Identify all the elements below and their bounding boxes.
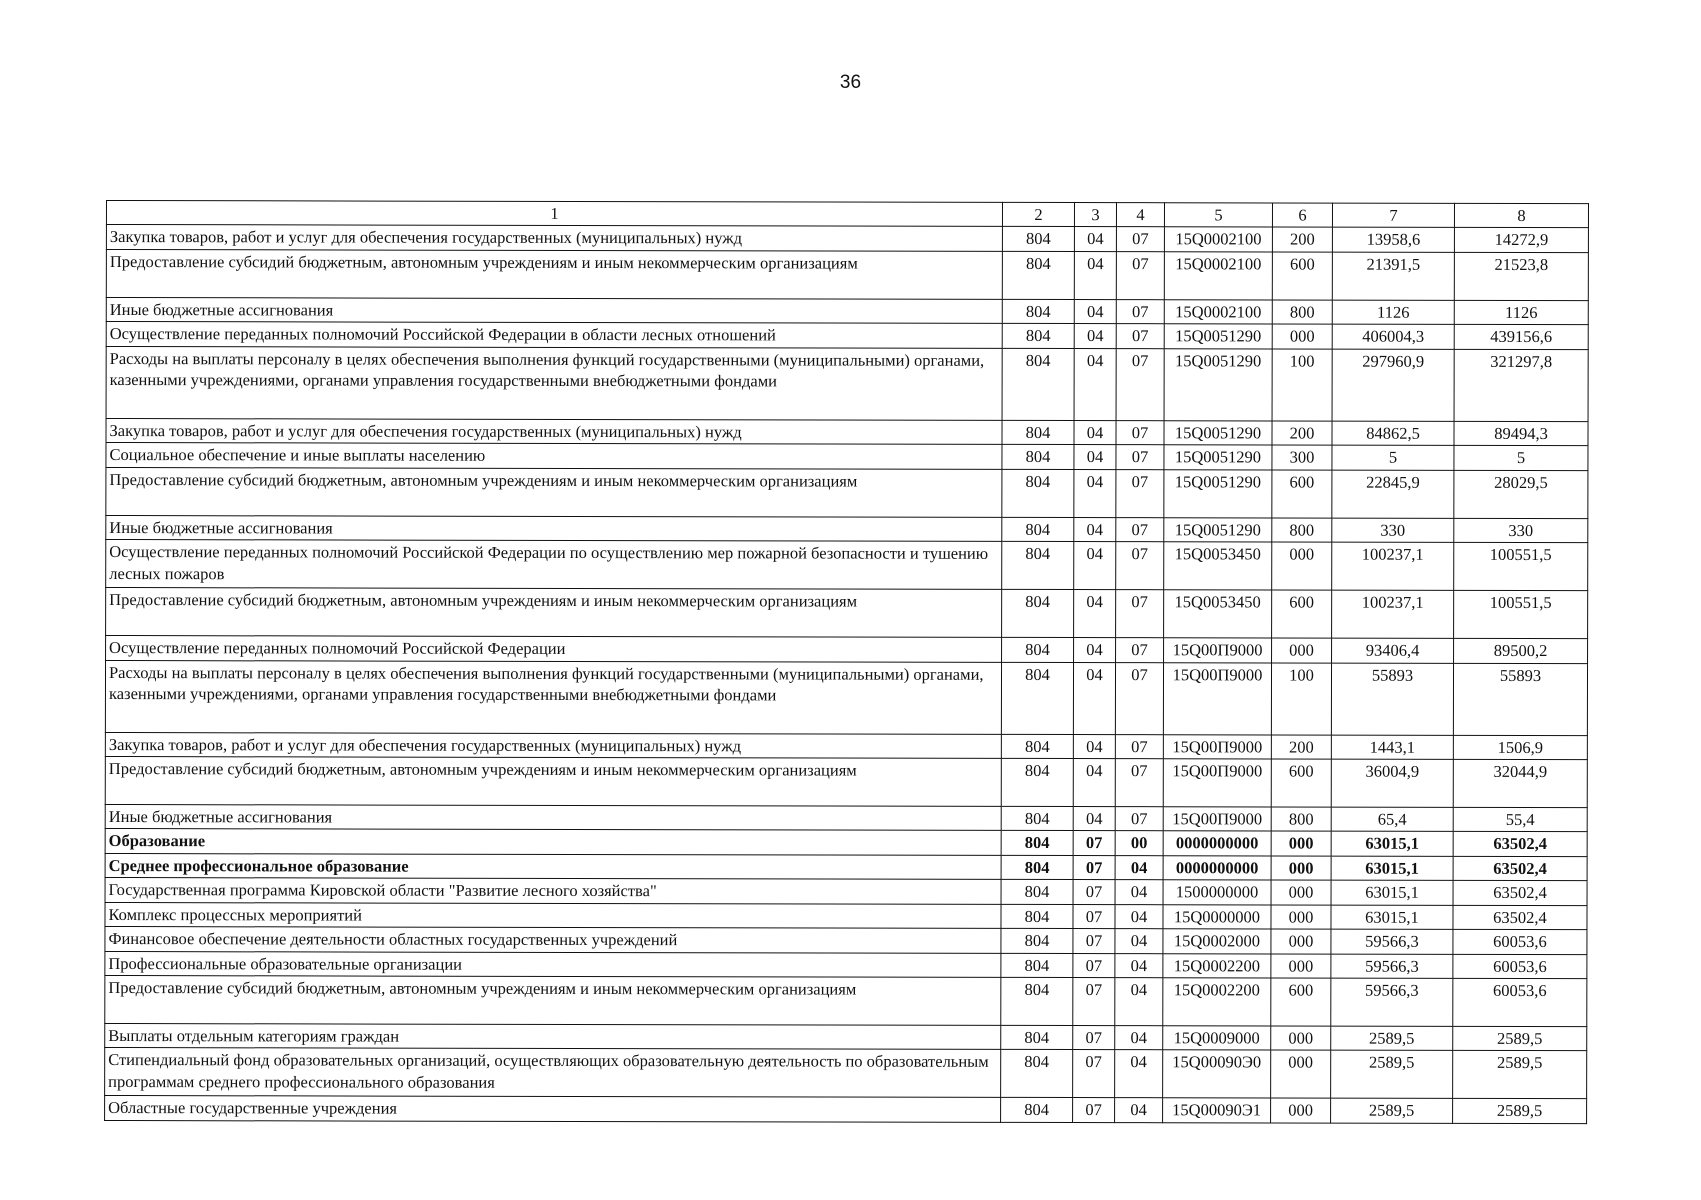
subsection-cell: 07 [1116, 542, 1164, 590]
target-item-cell: 15Q00090Э1 [1163, 1098, 1271, 1123]
amount-year1-cell: 59566,3 [1331, 954, 1453, 979]
admin-code-cell: 804 [1002, 348, 1074, 420]
amount-year1-cell: 100237,1 [1332, 590, 1454, 638]
expense-type-cell: 000 [1271, 880, 1331, 905]
subsection-cell: 07 [1115, 734, 1163, 759]
budget-table [104, 200, 1589, 1124]
table-row [106, 322, 1588, 350]
target-item-cell: 15Q0002200 [1163, 978, 1271, 1026]
subsection-cell: 07 [1116, 445, 1164, 470]
table-row [106, 515, 1588, 543]
section-cell: 07 [1073, 831, 1115, 856]
amount-year1-cell: 21391,5 [1332, 252, 1454, 300]
subsection-cell: 07 [1115, 759, 1163, 807]
admin-code-cell: 804 [1001, 1098, 1073, 1123]
target-item-cell: 15Q0002000 [1163, 929, 1271, 954]
expense-type-cell: 000 [1272, 638, 1332, 663]
section-cell: 04 [1074, 324, 1116, 349]
amount-year2-cell: 28029,5 [1454, 470, 1588, 518]
header-cell: 5 [1164, 203, 1272, 228]
column-number-header [106, 201, 1588, 229]
admin-code-cell: 804 [1002, 589, 1074, 637]
name-cell: Иные бюджетные ассигнования [106, 515, 1002, 541]
target-item-cell: 15Q00П9000 [1163, 759, 1271, 807]
amount-year2-cell: 60053,6 [1453, 978, 1587, 1026]
expense-type-cell: 000 [1271, 929, 1331, 954]
table-row [105, 1048, 1587, 1099]
amount-year1-cell: 65,4 [1331, 807, 1453, 832]
amount-year1-cell: 59566,3 [1331, 929, 1453, 954]
table-row [105, 829, 1587, 857]
amount-year1-cell: 22845,9 [1332, 470, 1454, 518]
subsection-cell: 04 [1115, 1026, 1163, 1051]
header-cell: 1 [106, 201, 1002, 227]
section-cell: 04 [1073, 806, 1115, 831]
amount-year1-cell: 93406,4 [1332, 638, 1454, 663]
admin-code-cell: 804 [1001, 1025, 1073, 1050]
section-cell: 04 [1074, 517, 1116, 542]
amount-year1-cell: 2589,5 [1331, 1099, 1453, 1124]
subsection-cell: 07 [1116, 420, 1164, 445]
admin-code-cell: 804 [1001, 1050, 1073, 1098]
amount-year2-cell: 63502,4 [1453, 905, 1587, 930]
amount-year1-cell: 63015,1 [1331, 831, 1453, 856]
name-cell: Иные бюджетные ассигнования [105, 804, 1001, 830]
header-cell: 6 [1272, 203, 1332, 228]
section-cell: 07 [1073, 929, 1115, 954]
expense-type-cell: 000 [1271, 905, 1331, 930]
section-cell: 04 [1073, 662, 1115, 734]
table-row [106, 588, 1588, 639]
expense-type-cell: 300 [1272, 445, 1332, 470]
admin-code-cell: 804 [1001, 929, 1073, 954]
subsection-cell: 04 [1115, 855, 1163, 880]
expense-type-cell: 000 [1271, 831, 1331, 856]
admin-code-cell: 804 [1002, 517, 1074, 542]
expense-type-cell: 000 [1271, 856, 1331, 881]
target-item-cell: 15Q00П9000 [1163, 734, 1271, 759]
section-cell: 07 [1073, 953, 1115, 978]
name-cell: Образование [105, 829, 1001, 855]
amount-year2-cell: 55,4 [1453, 807, 1587, 832]
target-item-cell: 15Q0051290 [1164, 420, 1272, 445]
subsection-cell: 07 [1116, 590, 1164, 638]
admin-code-cell: 804 [1001, 953, 1073, 978]
name-cell: Расходы на выплаты персоналу в целях обеспечения выполнения функций государственными (муниципальными) органами, казенными учреждениями, органами управления государственными внебюджетными фондами [105, 660, 1001, 734]
admin-code-cell: 804 [1002, 324, 1074, 349]
subsection-cell: 04 [1115, 904, 1163, 929]
admin-code-cell: 804 [1001, 880, 1073, 905]
expense-type-cell: 000 [1272, 324, 1332, 349]
expense-type-cell: 600 [1272, 470, 1332, 518]
subsection-cell: 07 [1116, 299, 1164, 324]
target-item-cell: 15Q0053450 [1164, 590, 1272, 638]
section-cell: 04 [1074, 638, 1116, 663]
name-cell: Областные государственные учреждения [105, 1096, 1001, 1122]
expense-type-cell: 000 [1271, 1026, 1331, 1051]
section-cell: 07 [1073, 1026, 1115, 1051]
header-cell: 3 [1074, 203, 1116, 228]
amount-year2-cell: 89494,3 [1454, 421, 1588, 446]
expense-type-cell: 600 [1272, 252, 1332, 300]
section-cell: 04 [1074, 445, 1116, 470]
amount-year2-cell: 100551,5 [1454, 590, 1588, 638]
name-cell: Комплекс процессных мероприятий [105, 902, 1001, 928]
section-cell: 04 [1073, 734, 1115, 759]
amount-year2-cell: 55893 [1453, 663, 1587, 735]
section-cell: 04 [1074, 542, 1116, 590]
target-item-cell: 15Q00090Э0 [1163, 1050, 1271, 1098]
name-cell: Осуществление переданных полномочий Российской Федерации в области лесных отношений [106, 322, 1002, 348]
expense-type-cell: 800 [1271, 807, 1331, 832]
table-row [105, 1096, 1587, 1124]
admin-code-cell: 804 [1002, 251, 1074, 299]
admin-code-cell: 804 [1002, 445, 1074, 470]
section-cell: 04 [1073, 758, 1115, 806]
expense-type-cell: 000 [1271, 1098, 1331, 1123]
admin-code-cell: 804 [1001, 758, 1073, 806]
section-cell: 04 [1074, 227, 1116, 252]
amount-year2-cell: 60053,6 [1453, 954, 1587, 979]
target-item-cell: 15Q0051290 [1164, 348, 1272, 420]
expense-type-cell: 200 [1272, 227, 1332, 252]
table-row [105, 975, 1587, 1026]
subsection-cell: 00 [1115, 831, 1163, 856]
target-item-cell: 15Q0053450 [1164, 542, 1272, 590]
expense-type-cell: 100 [1271, 662, 1331, 734]
amount-year2-cell: 14272,9 [1454, 228, 1588, 253]
subsection-cell: 07 [1116, 517, 1164, 542]
amount-year2-cell: 63502,4 [1453, 832, 1587, 857]
admin-code-cell: 804 [1001, 734, 1073, 759]
admin-code-cell: 804 [1002, 299, 1074, 324]
subsection-cell: 07 [1116, 227, 1164, 252]
target-item-cell: 15Q0002200 [1163, 953, 1271, 978]
table-row [105, 756, 1587, 807]
name-cell: Закупка товаров, работ и услуг для обеспечения государственных (муниципальных) нужд [106, 418, 1002, 444]
expense-type-cell: 200 [1272, 421, 1332, 446]
amount-year1-cell: 84862,5 [1332, 421, 1454, 446]
subsection-cell: 04 [1115, 929, 1163, 954]
admin-code-cell: 804 [1001, 904, 1073, 929]
amount-year2-cell: 1506,9 [1453, 735, 1587, 760]
target-item-cell: 15Q0051290 [1164, 517, 1272, 542]
admin-code-cell: 804 [1001, 831, 1073, 856]
subsection-cell: 04 [1115, 880, 1163, 905]
amount-year1-cell: 63015,1 [1331, 905, 1453, 930]
admin-code-cell: 804 [1002, 637, 1074, 662]
expense-type-cell: 000 [1271, 954, 1331, 979]
amount-year2-cell: 330 [1454, 518, 1588, 543]
amount-year1-cell: 5 [1332, 445, 1454, 470]
page-number: 36 [839, 72, 862, 93]
section-cell: 04 [1074, 299, 1116, 324]
section-cell: 07 [1073, 880, 1115, 905]
table-row [106, 443, 1588, 471]
target-item-cell: 15Q0051290 [1164, 469, 1272, 517]
subsection-cell: 04 [1115, 978, 1163, 1026]
name-cell: Выплаты отдельным категориям граждан [105, 1023, 1001, 1049]
admin-code-cell: 804 [1002, 420, 1074, 445]
amount-year1-cell: 406004,3 [1332, 324, 1454, 349]
target-item-cell: 0000000000 [1163, 831, 1271, 856]
name-cell: Предоставление субсидий бюджетным, автономным учреждениям и иным некоммерческим организациям [106, 249, 1002, 299]
subsection-cell: 07 [1116, 638, 1164, 663]
table-row [106, 225, 1588, 253]
amount-year1-cell: 330 [1332, 518, 1454, 543]
name-cell: Расходы на выплаты персоналу в целях обеспечения выполнения функций государственными (муниципальными) органами, казенными учреждениями, органами управления государственными внебюджетными фондами [106, 346, 1002, 420]
subsection-cell: 04 [1115, 953, 1163, 978]
section-cell: 04 [1074, 420, 1116, 445]
table-row [106, 418, 1588, 446]
target-item-cell: 15Q00П9000 [1163, 662, 1271, 734]
target-item-cell: 15Q0002100 [1164, 300, 1272, 325]
target-item-cell: 15Q00П9000 [1164, 638, 1272, 663]
table-row [105, 732, 1587, 760]
expense-type-cell: 100 [1272, 349, 1332, 421]
target-item-cell: 15Q0009000 [1163, 1026, 1271, 1051]
amount-year1-cell: 36004,9 [1331, 759, 1453, 807]
table-row [105, 853, 1587, 881]
section-cell: 04 [1074, 348, 1116, 420]
section-cell: 04 [1074, 251, 1116, 299]
amount-year1-cell: 1126 [1332, 300, 1454, 325]
amount-year2-cell: 5 [1454, 446, 1588, 471]
expense-type-cell: 600 [1271, 978, 1331, 1026]
table-row [105, 951, 1587, 979]
name-cell: Иные бюджетные ассигнования [106, 297, 1002, 323]
amount-year2-cell: 60053,6 [1453, 929, 1587, 954]
table-row [106, 636, 1588, 664]
amount-year2-cell: 2589,5 [1453, 1026, 1587, 1051]
admin-code-cell: 804 [1001, 662, 1073, 734]
subsection-cell: 07 [1116, 324, 1164, 349]
expense-type-cell: 800 [1272, 300, 1332, 325]
amount-year2-cell: 2589,5 [1453, 1099, 1587, 1124]
name-cell: Предоставление субсидий бюджетным, автономным учреждениям и иным некоммерческим организациям [106, 588, 1002, 638]
amount-year1-cell: 297960,9 [1332, 349, 1454, 421]
header-cell: 4 [1116, 203, 1164, 228]
name-cell: Закупка товаров, работ и услуг для обеспечения государственных (муниципальных) нужд [106, 225, 1002, 251]
table-row [105, 902, 1587, 930]
subsection-cell: 04 [1115, 1050, 1163, 1098]
expense-type-cell: 800 [1272, 518, 1332, 543]
admin-code-cell: 804 [1002, 541, 1074, 589]
subsection-cell: 07 [1116, 348, 1164, 420]
amount-year1-cell: 2589,5 [1331, 1026, 1453, 1051]
section-cell: 04 [1074, 469, 1116, 517]
name-cell: Предоставление субсидий бюджетным, автономным учреждениям и иным некоммерческим организациям [106, 467, 1002, 517]
name-cell: Профессиональные образовательные организации [105, 951, 1001, 977]
subsection-cell: 07 [1115, 807, 1163, 832]
admin-code-cell: 804 [1001, 855, 1073, 880]
section-cell: 04 [1074, 590, 1116, 638]
table-row [105, 660, 1587, 735]
expense-type-cell: 000 [1272, 542, 1332, 590]
expense-type-cell: 600 [1271, 759, 1331, 807]
target-item-cell: 15Q0051290 [1164, 324, 1272, 349]
target-item-cell: 0000000000 [1163, 856, 1271, 881]
expense-type-cell: 600 [1272, 590, 1332, 638]
name-cell: Предоставление субсидий бюджетным, автономным учреждениям и иным некоммерческим организациям [105, 756, 1001, 806]
admin-code-cell: 804 [1002, 469, 1074, 517]
name-cell: Осуществление переданных полномочий Российской Федерации по осуществлению мер пожарной безопасности и тушению лесных пожаров [106, 540, 1002, 590]
target-item-cell: 15Q0002100 [1164, 227, 1272, 252]
name-cell: Финансовое обеспечение деятельности областных государственных учреждений [105, 927, 1001, 953]
subsection-cell: 07 [1116, 469, 1164, 517]
amount-year2-cell: 89500,2 [1454, 638, 1588, 663]
name-cell: Государственная программа Кировской области "Развитие лесного хозяйства" [105, 878, 1001, 904]
table-row [105, 927, 1587, 955]
amount-year1-cell: 63015,1 [1331, 880, 1453, 905]
header-cell: 8 [1454, 203, 1588, 228]
target-item-cell: 15Q0002100 [1164, 252, 1272, 300]
target-item-cell: 15Q0000000 [1163, 904, 1271, 929]
expense-type-cell: 000 [1271, 1050, 1331, 1098]
amount-year1-cell: 59566,3 [1331, 978, 1453, 1026]
section-cell: 07 [1073, 904, 1115, 929]
target-item-cell: 15Q00П9000 [1163, 807, 1271, 832]
admin-code-cell: 804 [1001, 806, 1073, 831]
section-cell: 07 [1073, 1050, 1115, 1098]
amount-year2-cell: 63502,4 [1453, 856, 1587, 881]
target-item-cell: 1500000000 [1163, 880, 1271, 905]
amount-year1-cell: 2589,5 [1331, 1051, 1453, 1099]
table-row [106, 249, 1588, 300]
amount-year1-cell: 100237,1 [1332, 542, 1454, 590]
table-row [106, 297, 1588, 325]
section-cell: 07 [1073, 855, 1115, 880]
table-row [105, 878, 1587, 906]
amount-year1-cell: 1443,1 [1331, 735, 1453, 760]
admin-code-cell: 804 [1001, 977, 1073, 1025]
table-row [106, 346, 1588, 421]
subsection-cell: 07 [1115, 662, 1163, 734]
name-cell: Социальное обеспечение и иные выплаты населению [106, 443, 1002, 469]
name-cell: Осуществление переданных полномочий Российской Федерации [106, 636, 1002, 662]
amount-year2-cell: 2589,5 [1453, 1051, 1587, 1099]
name-cell: Закупка товаров, работ и услуг для обеспечения государственных (муниципальных) нужд [105, 732, 1001, 758]
table-row [106, 540, 1588, 591]
table-row [105, 1023, 1587, 1051]
amount-year1-cell: 13958,6 [1332, 228, 1454, 253]
header-cell: 2 [1002, 202, 1074, 227]
amount-year2-cell: 32044,9 [1453, 759, 1587, 807]
amount-year2-cell: 100551,5 [1454, 542, 1588, 590]
subsection-cell: 07 [1116, 251, 1164, 299]
amount-year2-cell: 321297,8 [1454, 349, 1588, 421]
expense-type-cell: 200 [1271, 734, 1331, 759]
amount-year1-cell: 55893 [1331, 663, 1453, 735]
subsection-cell: 04 [1115, 1098, 1163, 1123]
name-cell: Стипендиальный фонд образовательных организаций, осуществляющих образовательную деятельность по образовательным программам среднего профессионального образования [105, 1048, 1001, 1098]
amount-year2-cell: 1126 [1454, 300, 1588, 325]
section-cell: 07 [1073, 978, 1115, 1026]
amount-year2-cell: 439156,6 [1454, 325, 1588, 350]
amount-year2-cell: 63502,4 [1453, 881, 1587, 906]
section-cell: 07 [1073, 1098, 1115, 1123]
name-cell: Предоставление субсидий бюджетным, автономным учреждениям и иным некоммерческим организациям [105, 975, 1001, 1025]
header-cell: 7 [1332, 203, 1454, 228]
table-row [105, 804, 1587, 832]
admin-code-cell: 804 [1002, 227, 1074, 252]
target-item-cell: 15Q0051290 [1164, 445, 1272, 470]
amount-year1-cell: 63015,1 [1331, 856, 1453, 881]
table-row [106, 467, 1588, 518]
name-cell: Среднее профессиональное образование [105, 853, 1001, 879]
amount-year2-cell: 21523,8 [1454, 252, 1588, 300]
